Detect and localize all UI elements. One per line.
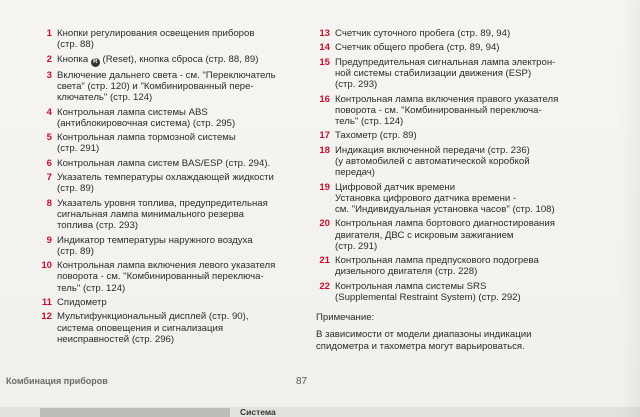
item-text: (стр. 291) bbox=[335, 240, 378, 252]
item-number: 22 bbox=[319, 280, 330, 292]
item-number: 20 bbox=[319, 218, 330, 230]
item-text: передач) bbox=[335, 167, 375, 179]
page-edge-shadow bbox=[620, 0, 640, 417]
item-text: тель" (стр. 124) bbox=[57, 282, 126, 294]
page-number: 87 bbox=[296, 376, 308, 387]
item-text: Указатель уровня топлива, предупредительная bbox=[57, 197, 268, 209]
item-text: Предупредительная сигнальная лампа электрон- bbox=[335, 56, 556, 68]
list-item bbox=[38, 198, 300, 232]
item-text: (стр. 89) bbox=[57, 245, 94, 257]
item-text: сигнальная лампа минимального резерва bbox=[57, 208, 244, 220]
item-number: 12 bbox=[41, 311, 52, 323]
list-item bbox=[38, 235, 300, 257]
item-text: (Reset), кнопка сброса (стр. 88, 89) bbox=[99, 53, 259, 65]
list-item bbox=[38, 311, 300, 345]
item-number: 1 bbox=[46, 28, 52, 39]
list-item bbox=[38, 172, 300, 194]
list-item bbox=[314, 57, 604, 91]
list-item bbox=[314, 42, 604, 53]
list-item bbox=[314, 218, 604, 252]
list-item bbox=[314, 130, 604, 141]
item-text: (стр. 291) bbox=[57, 143, 100, 155]
item-number: 16 bbox=[319, 93, 330, 105]
item-text: (антиблокировочная система) (стр. 295) bbox=[57, 117, 236, 129]
list-item bbox=[38, 132, 300, 154]
list-item bbox=[38, 70, 300, 104]
note-text: спидометра и тахометра могут варьироваться. bbox=[316, 340, 525, 352]
item-text: дизельного двигателя (стр. 228) bbox=[335, 266, 478, 278]
section-title: Комбинация приборов bbox=[6, 376, 108, 386]
item-text: Индикатор температуры наружного воздуха bbox=[57, 234, 253, 246]
note-title: Примечание: bbox=[316, 312, 375, 323]
reset-icon: R bbox=[91, 58, 100, 67]
item-number: 3 bbox=[46, 69, 52, 81]
item-text: Включение дальнего света - см. "Переключатель bbox=[57, 69, 276, 81]
item-number: 9 bbox=[46, 234, 52, 246]
item-text: (стр. 89) bbox=[57, 183, 94, 195]
item-text: Контрольная лампа бортового диагностирования bbox=[335, 218, 555, 230]
right-column bbox=[314, 28, 604, 306]
item-number: 14 bbox=[319, 42, 330, 54]
item-text: Кнопка bbox=[57, 53, 89, 65]
item-number: 5 bbox=[46, 132, 52, 144]
item-number: 18 bbox=[319, 144, 330, 156]
item-text: Контрольная лампа включения правого указателя bbox=[335, 93, 559, 105]
list-item bbox=[38, 297, 300, 308]
list-item bbox=[314, 94, 604, 128]
item-text: (Supplemental Restraint System) (стр. 292) bbox=[335, 291, 521, 303]
item-text: Счетчик общего пробега (стр. 89, 94) bbox=[335, 42, 500, 54]
note-text: В зависимости от модели диапазоны индикации bbox=[316, 329, 532, 341]
item-text: Указатель температуры охлаждающей жидкости bbox=[57, 172, 274, 184]
item-text: система оповещения и сигнализация bbox=[57, 322, 224, 334]
note-block bbox=[316, 312, 606, 352]
item-text: (стр. 293) bbox=[335, 79, 378, 91]
item-text: Мультифункциональный дисплей (стр. 90), bbox=[57, 311, 249, 323]
item-number: 8 bbox=[46, 197, 52, 209]
item-text: поворота - см. "Комбинированный переключа- bbox=[335, 104, 542, 116]
item-text: неисправностей (стр. 296) bbox=[57, 333, 175, 345]
item-text: ключатель" (стр. 124) bbox=[57, 92, 153, 104]
item-number: 17 bbox=[319, 130, 330, 142]
list-item bbox=[314, 28, 604, 39]
list-item bbox=[314, 145, 604, 179]
item-text: поворота - см. "Комбинированный переключа- bbox=[57, 271, 264, 283]
item-number: 15 bbox=[319, 56, 330, 68]
item-text: топлива (стр. 293) bbox=[57, 220, 139, 232]
item-text: Счетчик суточного пробега (стр. 89, 94) bbox=[335, 28, 511, 39]
item-text: Контрольная лампа включения левого указателя bbox=[57, 260, 276, 272]
list-item bbox=[314, 255, 604, 277]
item-text: (стр. 88) bbox=[57, 39, 94, 51]
item-text: Контрольная лампа тормозной системы bbox=[57, 132, 236, 144]
item-text: Цифровой датчик времени bbox=[335, 181, 456, 193]
list-item bbox=[38, 28, 300, 50]
item-text: см. "Индивидуальная установка часов" (стр. 108) bbox=[335, 203, 555, 215]
bottom-strip-dark bbox=[40, 408, 230, 417]
item-text: Контрольная лампа систем BAS/ESP (стр. 294). bbox=[57, 157, 271, 169]
item-text: Спидометр bbox=[57, 296, 107, 308]
item-text: (у автомобилей с автоматической коробкой bbox=[335, 155, 530, 167]
list-item bbox=[38, 107, 300, 129]
item-number: 13 bbox=[319, 28, 330, 39]
item-number: 4 bbox=[46, 106, 52, 118]
list-item bbox=[38, 158, 300, 169]
left-column bbox=[38, 28, 300, 348]
list-item bbox=[38, 54, 300, 67]
item-number: 21 bbox=[319, 255, 330, 267]
item-text: Установка цифрового датчика времени - bbox=[335, 192, 517, 204]
item-text: Тахометр (стр. 89) bbox=[335, 130, 417, 142]
list-item bbox=[314, 182, 604, 216]
item-number: 7 bbox=[46, 172, 52, 184]
item-text: Контрольная лампа системы ABS bbox=[57, 106, 208, 118]
item-text: тель" (стр. 124) bbox=[335, 115, 404, 127]
item-number: 6 bbox=[46, 157, 52, 169]
item-text: света" (стр. 120) и "Комбинированный пере- bbox=[57, 80, 254, 92]
item-text: ной системы стабилизации движения (ESP) bbox=[335, 67, 532, 79]
item-text: Контрольная лампа предпускового подогрева bbox=[335, 255, 539, 267]
item-text: Кнопки регулирования освещения приборов bbox=[57, 28, 255, 39]
item-text: Контрольная лампа системы SRS bbox=[335, 280, 487, 292]
next-section-label: Система bbox=[240, 407, 276, 417]
list-item bbox=[38, 260, 300, 294]
item-number: 19 bbox=[319, 181, 330, 193]
item-text: двигателя, ДВС с искровым зажиганием bbox=[335, 229, 514, 241]
list-item bbox=[314, 281, 604, 303]
item-number: 2 bbox=[46, 53, 52, 65]
item-number: 11 bbox=[41, 296, 52, 308]
item-text: Индикация включенной передачи (стр. 236) bbox=[335, 144, 530, 156]
item-number: 10 bbox=[41, 260, 52, 272]
